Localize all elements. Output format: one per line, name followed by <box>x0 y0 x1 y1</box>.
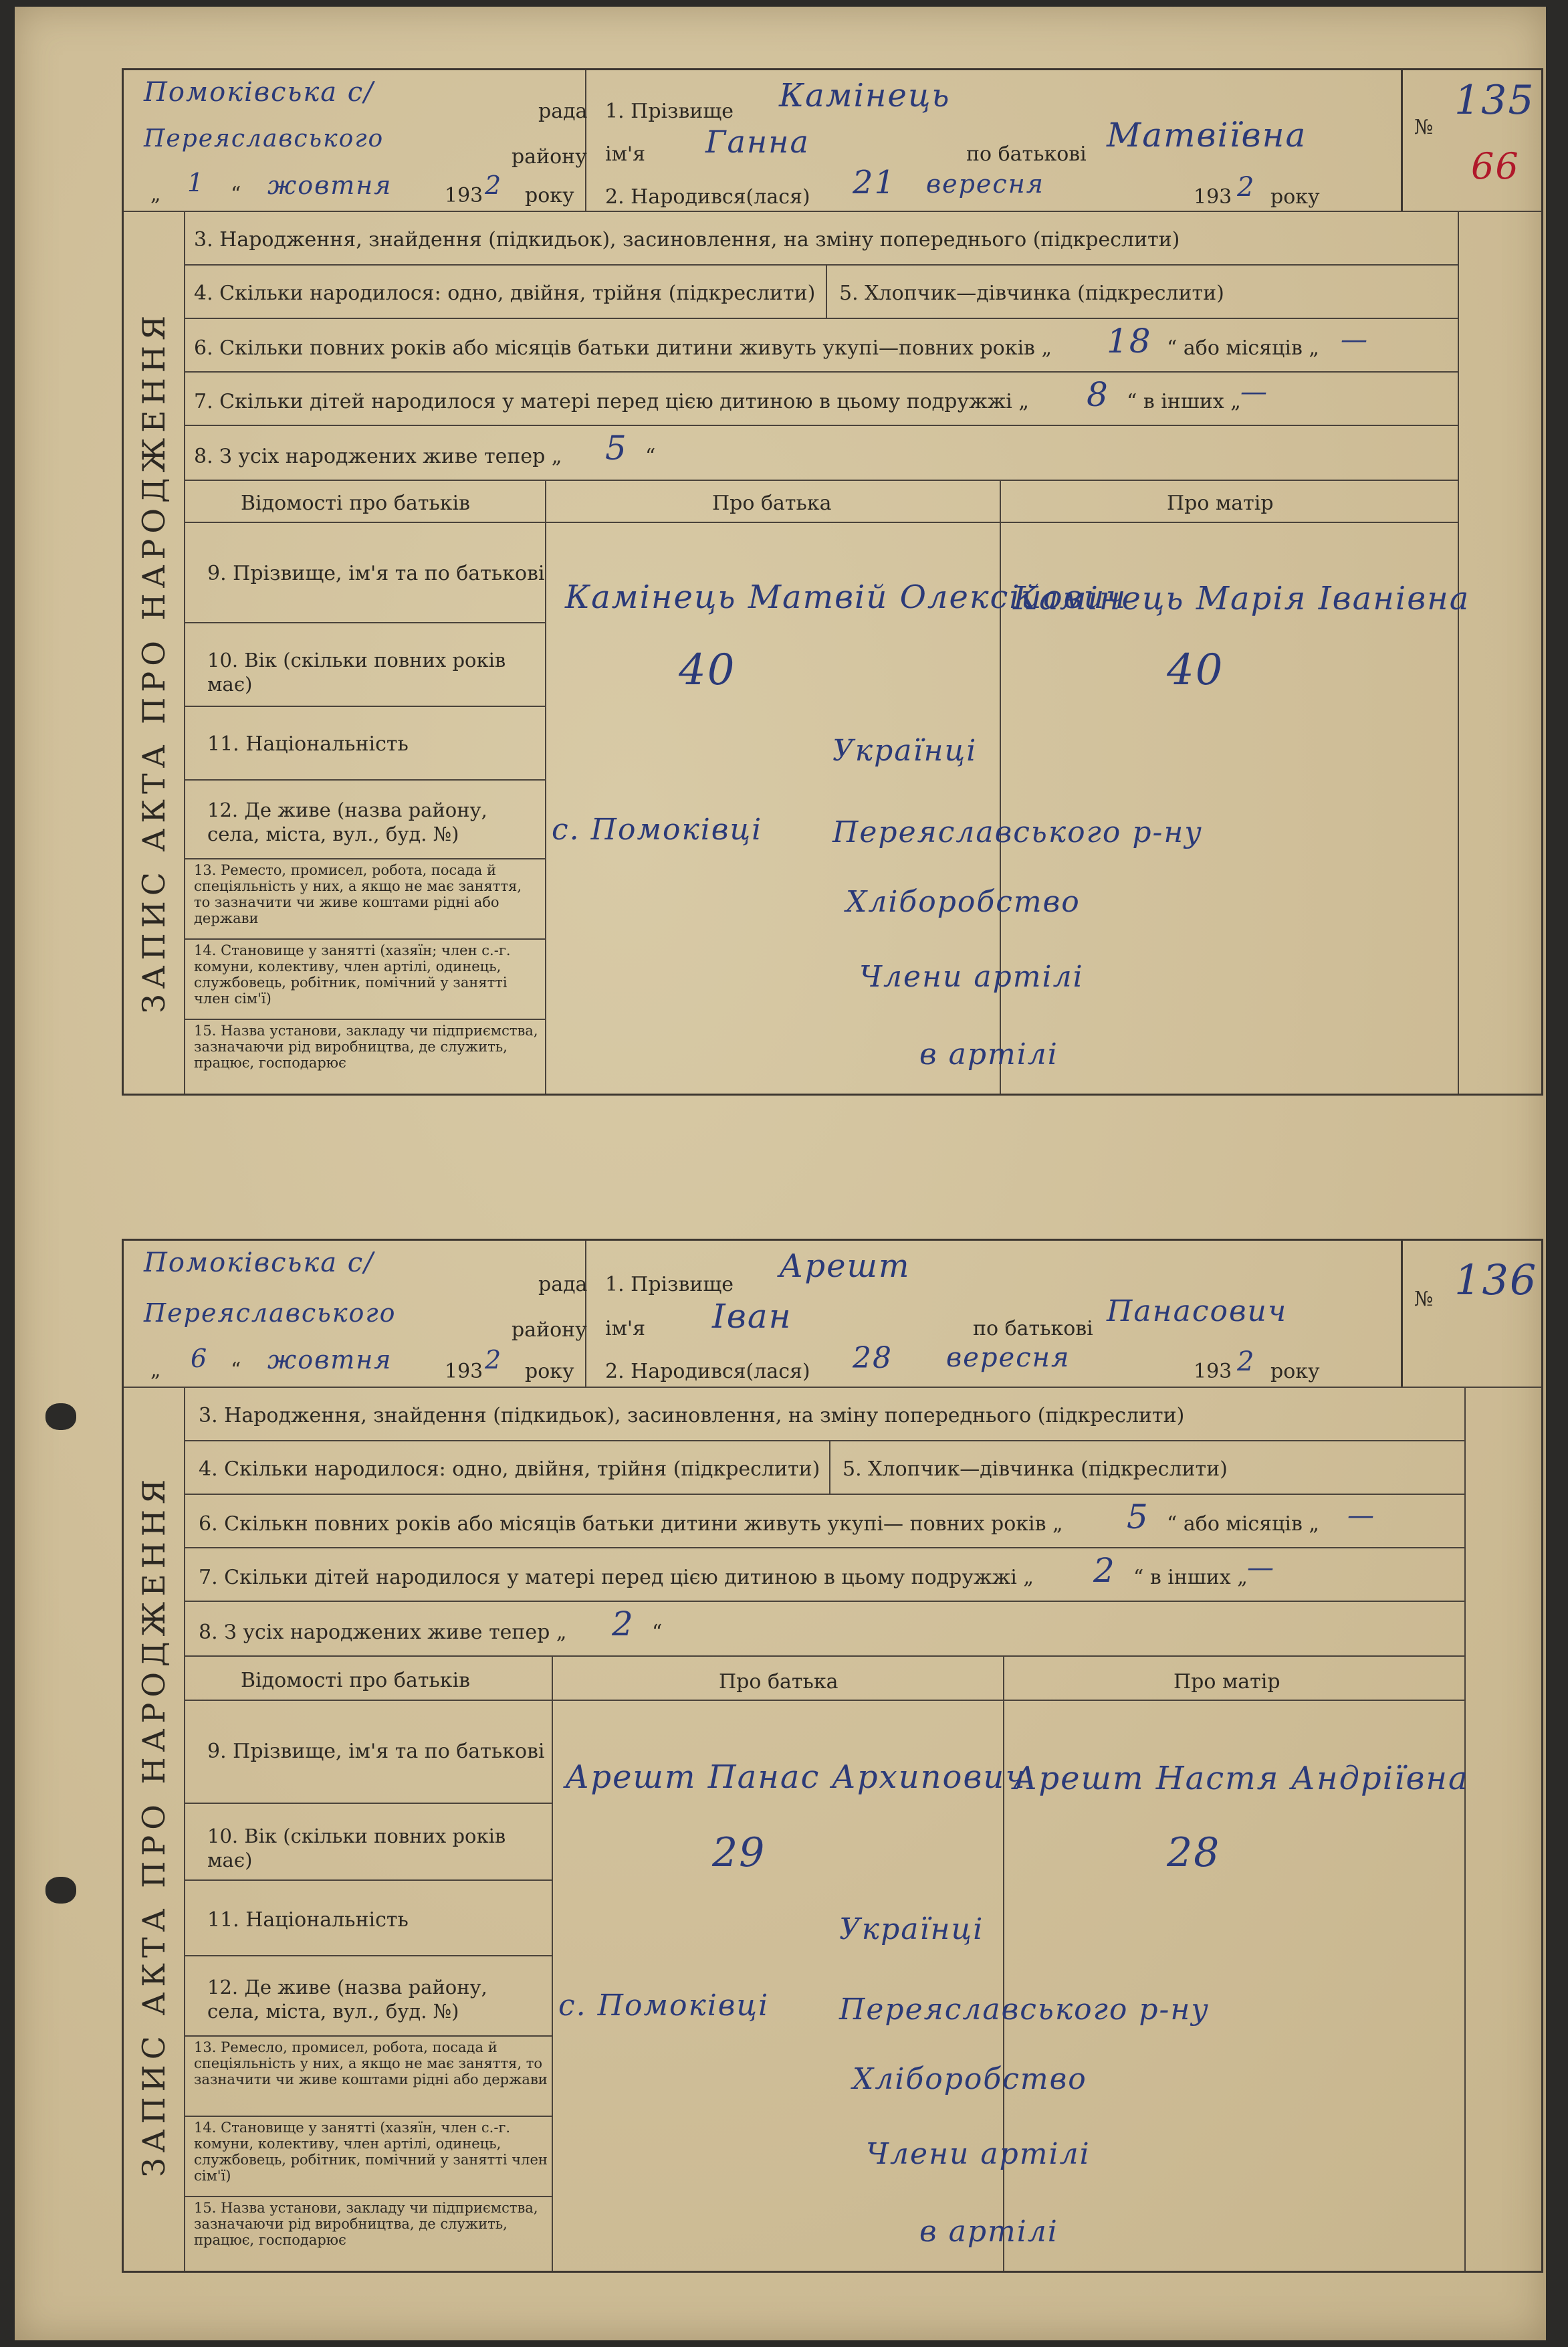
residence-village: с. Помоківці <box>552 813 763 847</box>
raion-label: району <box>512 1318 587 1342</box>
surname-value: Арешт <box>779 1247 911 1285</box>
mother-age: 40 <box>1167 645 1224 695</box>
employment-status: Члени артілі <box>859 960 1084 994</box>
nationality: Українці <box>832 734 978 768</box>
raion-value: Переяславського <box>144 125 384 152</box>
registration-month: жовтня <box>267 171 393 200</box>
father-age: 29 <box>712 1829 766 1876</box>
row-12-label: 12. Де живе (назва району, села, міста, вул., буд. №) <box>207 1976 487 2023</box>
patronymic-label: по батькові <box>973 1317 1093 1340</box>
registration-year-digit: 2 <box>485 171 503 200</box>
father-age: 40 <box>679 645 736 695</box>
birth-record-135: Помоківська с/ рада Переяславського району „ 1 “ жовтня 193 2 року 1. Прізвище Камінець ім'я Ганна по батькові Матвіївна 2. Народився(лася) 21 вересня 193 2 року № 135 66 ЗАПИС АКТА ПРО НАРОДЖЕННЯ 3. Народження, знайдення (підкидьок), засиновлення, на зміну попереднього (підкреслити) 4. Скільки народилося: одно, двійня, трійня (підкреслити) 5. Хлопчик—дівчинка (підкреслити) 6. Скільки повних років або місяців батьки дитини живуть укупі—повних років „ 18 “ або місяців „ — 7. Скільки дітей народилося у матері перед цією дитиною в цьому подружжі „ 8 “ в інших „ — 8. З усіх народжених живе тепер „ 5 “ Відомості про батьків Про батька Про матір 9. Прізвище, ім'я та по батькові 10. Вік (скільки повних років має) 11. Національність 12. Де живе (назва району, села, міста, вул., буд. №) 13. Реместо, промисел, робота, посада й спеціяльність у них, а якщо не має заняття, то зазначити чи живе коштами рідні або держави 14. Становище у занятті (хазяїн; член с.-г. комуни, колективу, член артілі, одинець, службовець, робітник, помічний у занятті член сім'ї) 15. Назва установи, закладу чи підприємства, зазначаючи рід виробництва, де служить, працює, господарює Камінець Матвій Олексійович Камінець Марія Іванівна 40 40 Українці с. Помоківці Переяславського р-ну Хліборобство Члени артілі в артілі <box>122 68 1543 1096</box>
surname-value: Камінець <box>779 77 951 114</box>
year-label: року <box>525 1360 574 1383</box>
question-8: 8. З усіх народжених живе тепер „ <box>194 445 562 468</box>
punch-hole <box>45 1877 76 1904</box>
col-mother: Про матір <box>1173 1670 1280 1694</box>
q7-other: — <box>1240 377 1268 407</box>
q7-other: — <box>1247 1552 1275 1583</box>
q8-value: 2 <box>612 1605 635 1643</box>
row-12-label: 12. Де живе (назва району, села, міста, вул., буд. №) <box>207 799 487 845</box>
year-label: року <box>525 184 574 207</box>
surname-label: 1. Прізвище <box>605 1273 734 1296</box>
residence-village: с. Помоківці <box>558 1988 770 2023</box>
col-father: Про батька <box>712 492 832 515</box>
row-9-label: 9. Прізвище, ім'я та по батькові <box>207 1740 545 1763</box>
q7-value: 2 <box>1093 1551 1116 1590</box>
born-month: вересня <box>946 1342 1071 1373</box>
born-month: вересня <box>926 169 1044 199</box>
col-info: Відомості про батьків <box>241 1669 471 1692</box>
record-number-red: 66 <box>1471 145 1520 187</box>
mother-name: Камінець Марія Іванівна <box>1013 580 1470 617</box>
birth-record-136: Помоківська с/ рада Переяславського району „ 6 “ жовтня 193 2 року 1. Прізвище Арешт ім'я Іван по батькові Панасович 2. Народився(лася) 28 вересня 193 2 року № 136 ЗАПИС АКТА ПРО НАРОДЖЕННЯ 3. Народження, знайдення (підкидьок), засиновлення, на зміну попереднього (підкреслити) 4. Скільки народилося: одно, двійня, трійня (підкреслити) 5. Хлопчик—дівчинка (підкреслити) 6. Скількн повних років або місяців батьки дитини живуть укупі— повних років „ 5 “ або місяців „ — 7. Скільки дітей народилося у матері перед цією дитиною в цьому подружжі „ 2 “ в інших „ — 8. З усіх народжених живе тепер „ 2 “ Відомості про батьків Про батька Про матір 9. Прізвище, ім'я та по батькові 10. Вік (скільки повних років має) 11. Національність 12. Де живе (назва району, села, міста, вул., буд. №) 13. Ремесло, промисел, робота, посада й спеціяльність у них, а якщо не має заняття, то зазначити чи живе коштами рідні або держави 14. Становище у занятті (хазяїн, член с.-г. комуни, колективу, член артілі, одинець, службовець, робітник, помічний у занятті член сім'ї) 15. Назва установи, закладу чи підприємства, зазначаючи рід виробництва, де служить, працює, господарює Арешт Панас Архипович Арешт Настя Андріївна 29 28 Українці с. Помоківці Переяславського р-ну Хліборобство Члени артілі в артілі <box>122 1239 1543 2273</box>
question-6: 6. Скільки повних років або місяців батьки дитини живуть укупі—повних років „ <box>194 336 1052 360</box>
question-3: 3. Народження, знайдення (підкидьок), засиновлення, на зміну попереднього (підкреслити) <box>194 228 1180 251</box>
patronymic-label: по батькові <box>966 142 1087 166</box>
born-day: 28 <box>853 1341 893 1375</box>
employment-status: Члени артілі <box>866 2137 1091 2171</box>
born-label: 2. Народився(лася) <box>605 1360 810 1383</box>
question-5: 5. Хлопчик—дівчинка (підкреслити) <box>843 1457 1228 1481</box>
archive-page <box>15 7 1546 2340</box>
born-day: 21 <box>853 164 897 201</box>
question-8: 8. З усіх народжених живе тепер „ <box>199 1621 567 1644</box>
born-year-digit: 2 <box>1237 1346 1256 1377</box>
occupation: Хліборобство <box>846 885 1081 919</box>
row-13-label: 13. Ремесло, промисел, робота, посада й спеціяльність у них, а якщо не має заняття, то зазначити чи живе коштами рідні або держави <box>194 2039 548 2087</box>
registration-day: 6 <box>191 1344 209 1373</box>
col-info: Відомості про батьків <box>241 492 471 515</box>
father-name: Камінець Матвій Олексійович <box>565 579 1127 616</box>
question-4: 4. Скільки народилося: одно, двійня, трійня (підкреслити) <box>194 282 816 305</box>
row-10-label: 10. Вік (скільки повних років має) <box>207 649 506 696</box>
number-label: № <box>1414 1288 1434 1311</box>
residence-district: Переяславського р-ну <box>832 815 1203 849</box>
name-label: ім'я <box>605 1317 646 1340</box>
number-label: № <box>1414 116 1434 139</box>
father-name: Арешт Панас Архипович <box>565 1758 1027 1796</box>
q6-months: — <box>1341 324 1369 355</box>
row-13-label: 13. Реместо, промисел, робота, посада й спеціяльність у них, а якщо не має заняття, то зазначити чи живе коштами рідні або держави <box>194 862 522 926</box>
workplace: в артілі <box>919 1037 1058 1072</box>
record-number: 136 <box>1454 1255 1538 1304</box>
q6-months: — <box>1347 1500 1375 1531</box>
row-10-label: 10. Вік (скільки повних років має) <box>207 1825 506 1871</box>
question-6: 6. Скількн повних років або місяців батьки дитини живуть укупі— повних років „ <box>199 1512 1063 1536</box>
question-3: 3. Народження, знайдення (підкидьок), засиновлення, на зміну попереднього (підкреслити) <box>199 1404 1185 1427</box>
rada-value: Помоківська с/ <box>144 1247 374 1278</box>
side-title: ЗАПИС АКТА ПРО НАРОДЖЕННЯ <box>136 310 172 1013</box>
q8-value: 5 <box>605 429 628 468</box>
col-mother: Про матір <box>1167 492 1274 515</box>
row-9-label: 9. Прізвище, ім'я та по батькові <box>207 562 545 585</box>
residence-district: Переяславського р-ну <box>839 1993 1210 2027</box>
name-label: ім'я <box>605 142 646 166</box>
question-5: 5. Хлопчик—дівчинка (підкреслити) <box>839 282 1224 305</box>
name-value: Ганна <box>705 124 810 160</box>
registration-month: жовтня <box>267 1345 393 1374</box>
raion-label: району <box>512 145 587 169</box>
workplace: в артілі <box>919 2215 1058 2249</box>
surname-label: 1. Прізвище <box>605 100 734 123</box>
patronymic-value: Панасович <box>1107 1294 1288 1328</box>
name-value: Іван <box>712 1297 792 1336</box>
row-11-label: 11. Національність <box>207 732 409 756</box>
mother-age: 28 <box>1167 1829 1221 1876</box>
raion-value: Переяславського <box>144 1298 397 1328</box>
nationality: Українці <box>839 1912 984 1946</box>
row-15-label: 15. Назва установи, закладу чи підприємства, зазначаючи рід виробництва, де служить, працює, господарює <box>194 2200 538 2248</box>
row-14-label: 14. Становище у занятті (хазяїн, член с.-г. комуни, колективу, член артілі, одинець, службовець, робітник, помічний у занятті член сім'ї) <box>194 2120 548 2184</box>
born-year-digit: 2 <box>1237 172 1256 203</box>
question-7: 7. Скільки дітей народилося у матері перед цією дитиною в цьому подружжі „ <box>199 1566 1034 1589</box>
rada-label: рада <box>538 1273 588 1296</box>
row-15-label: 15. Назва установи, закладу чи підприємства, зазначаючи рід виробництва, де служить, працює, господарює <box>194 1023 538 1071</box>
registration-day: 1 <box>187 168 205 197</box>
row-14-label: 14. Становище у занятті (хазяїн; член с.-г. комуни, колективу, член артілі, одинець, службовець, робітник, помічний у занятті член сім'ї) <box>194 942 511 1007</box>
rada-value: Помоківська с/ <box>144 77 374 108</box>
side-title: ЗАПИС АКТА ПРО НАРОДЖЕННЯ <box>136 1473 172 2177</box>
record-number: 135 <box>1454 77 1535 124</box>
row-11-label: 11. Національність <box>207 1908 409 1932</box>
rada-label: рада <box>538 100 588 123</box>
q6-years: 18 <box>1107 322 1152 361</box>
patronymic-value: Матвіївна <box>1107 116 1307 155</box>
col-father: Про батька <box>719 1670 838 1694</box>
question-4: 4. Скільки народилося: одно, двійня, трійня (підкреслити) <box>199 1457 820 1481</box>
mother-name: Арешт Настя Андріївна <box>1013 1760 1469 1797</box>
born-label: 2. Народився(лася) <box>605 185 810 209</box>
q6-years: 5 <box>1127 1498 1149 1536</box>
occupation: Хліборобство <box>853 2062 1087 2096</box>
question-7: 7. Скільки дітей народилося у матері перед цією дитиною в цьому подружжі „ <box>194 390 1029 413</box>
q7-value: 8 <box>1087 375 1109 414</box>
punch-hole <box>45 1403 76 1430</box>
registration-year-digit: 2 <box>485 1345 503 1374</box>
